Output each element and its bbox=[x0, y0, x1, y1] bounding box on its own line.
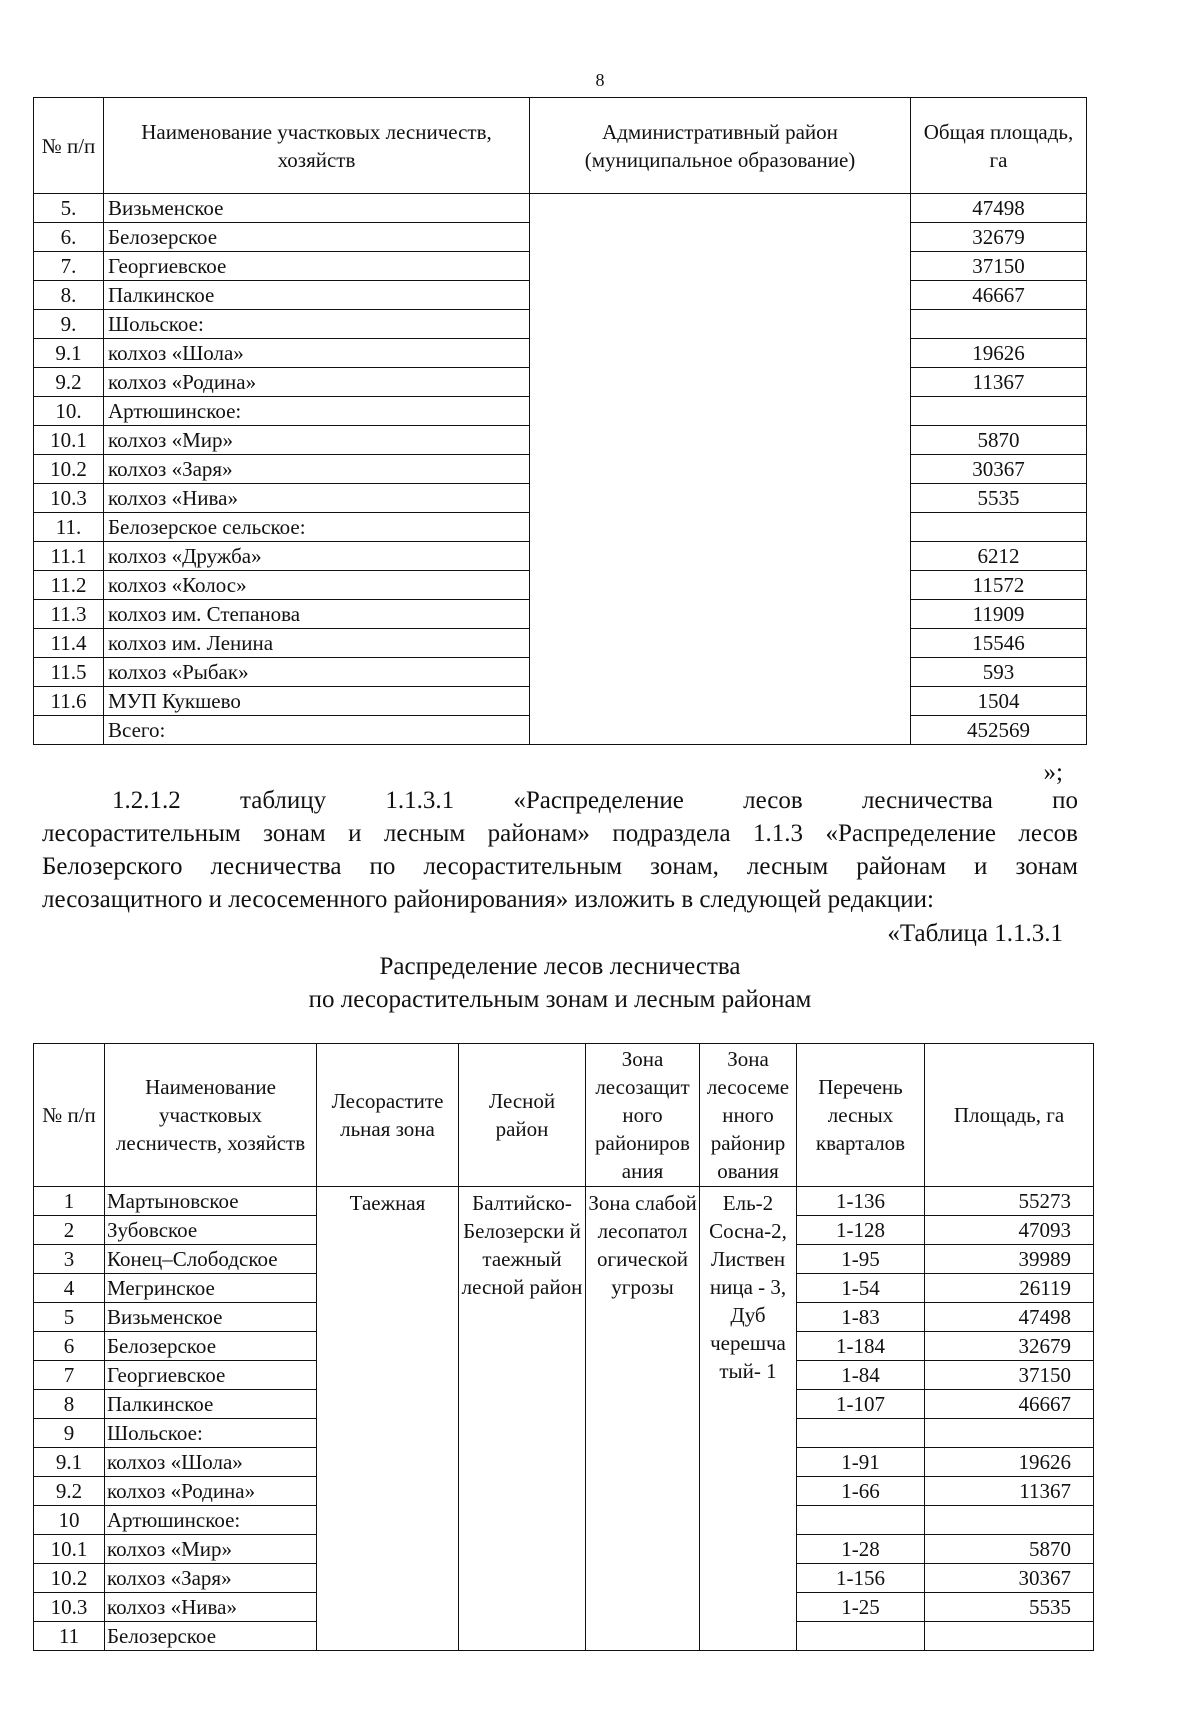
row-quarters: 1-184 bbox=[797, 1332, 925, 1361]
row-number: 8 bbox=[34, 1390, 105, 1419]
row-number: 11.6 bbox=[34, 687, 104, 716]
row-name: Зубовское bbox=[105, 1216, 317, 1245]
row-area: 30367 bbox=[911, 455, 1087, 484]
row-quarters: 1-136 bbox=[797, 1187, 925, 1216]
table-label: «Таблица 1.1.3.1 bbox=[887, 920, 1063, 947]
paragraph-line: лесорастительным зонам и лесным районам» подраздела 1.1.3 «Распределение лесов bbox=[42, 820, 1078, 847]
row-number: 9.2 bbox=[34, 1477, 105, 1506]
header-area: Площадь, га bbox=[925, 1044, 1094, 1187]
row-name: колхоз им. Степанова bbox=[104, 600, 530, 629]
row-quarters bbox=[797, 1622, 925, 1651]
row-name: Артюшинское: bbox=[104, 397, 530, 426]
total-num-cell bbox=[34, 716, 104, 745]
row-area bbox=[925, 1622, 1094, 1651]
row-number: 8. bbox=[34, 281, 104, 310]
page-number: 8 bbox=[595, 70, 605, 90]
row-number: 5 bbox=[34, 1303, 105, 1332]
table-row bbox=[34, 1187, 1094, 1216]
row-area: 47498 bbox=[911, 194, 1087, 223]
row-area: 11909 bbox=[911, 600, 1087, 629]
header-name: Наименование участковых лесничеств, хозяйств bbox=[104, 98, 530, 194]
header-district: Административный район (муниципальное образование) bbox=[530, 98, 911, 194]
row-name: колхоз «Мир» bbox=[105, 1535, 317, 1564]
header-area: Общая площадь, га bbox=[911, 98, 1087, 194]
seed-zone-cell: Ель-2 Сосна-2, Листвен ница - 3, Дуб черешча тый- 1 bbox=[700, 1187, 797, 1651]
row-area: 26119 bbox=[925, 1274, 1094, 1303]
row-area: 39989 bbox=[925, 1245, 1094, 1274]
row-name: колхоз «Мир» bbox=[104, 426, 530, 455]
row-quarters: 1-95 bbox=[797, 1245, 925, 1274]
row-name: Георгиевское bbox=[104, 252, 530, 281]
row-name: колхоз «Рыбак» bbox=[104, 658, 530, 687]
row-area: 1504 bbox=[911, 687, 1087, 716]
paragraph-line: лесозащитного и лесосеменного районирования» изложить в следующей редакции: bbox=[42, 886, 934, 913]
row-area: 5870 bbox=[911, 426, 1087, 455]
row-number: 10.2 bbox=[34, 1564, 105, 1593]
row-area bbox=[925, 1506, 1094, 1535]
row-name: Артюшинское: bbox=[105, 1506, 317, 1535]
row-number: 10.3 bbox=[34, 484, 104, 513]
row-area: 46667 bbox=[925, 1390, 1094, 1419]
row-area: 6212 bbox=[911, 542, 1087, 571]
row-number: 11.2 bbox=[34, 571, 104, 600]
row-area: 30367 bbox=[925, 1564, 1094, 1593]
row-name: Палкинское bbox=[105, 1390, 317, 1419]
row-area: 37150 bbox=[925, 1361, 1094, 1390]
row-name: колхоз «Нива» bbox=[104, 484, 530, 513]
row-area: 46667 bbox=[911, 281, 1087, 310]
table-caption bbox=[0, 950, 1120, 1016]
row-number: 7 bbox=[34, 1361, 105, 1390]
row-name: Визьменское bbox=[104, 194, 530, 223]
row-name: МУП Кукшево bbox=[104, 687, 530, 716]
row-name: колхоз «Дружба» bbox=[104, 542, 530, 571]
row-name: колхоз «Нива» bbox=[105, 1593, 317, 1622]
zone-cell: Таежная bbox=[317, 1187, 459, 1651]
forest-district-cell: Балтийско-Белозерски й таежный лесной район bbox=[459, 1187, 586, 1651]
row-name: Белозерское bbox=[105, 1622, 317, 1651]
table-header-row bbox=[34, 1044, 1094, 1187]
row-number: 10.3 bbox=[34, 1593, 105, 1622]
district-cell bbox=[530, 194, 911, 745]
paragraph-line: 1.2.1.2 таблицу 1.1.3.1 «Распределение лесов лесничества по bbox=[112, 787, 1078, 814]
row-number: 10 bbox=[34, 1506, 105, 1535]
row-name: Белозерское bbox=[104, 223, 530, 252]
total-area: 452569 bbox=[911, 716, 1087, 745]
table-forestry-areas bbox=[33, 97, 1087, 745]
row-area: 32679 bbox=[925, 1332, 1094, 1361]
row-number: 9. bbox=[34, 310, 104, 339]
row-name: Мартыновское bbox=[105, 1187, 317, 1216]
row-name: Георгиевское bbox=[105, 1361, 317, 1390]
row-name: колхоз «Родина» bbox=[104, 368, 530, 397]
table-row bbox=[34, 194, 1087, 223]
amendment-paragraph bbox=[42, 784, 1078, 916]
row-name: колхоз им. Ленина bbox=[104, 629, 530, 658]
row-area: 5535 bbox=[911, 484, 1087, 513]
row-area: 11367 bbox=[925, 1477, 1094, 1506]
row-number: 11.1 bbox=[34, 542, 104, 571]
protection-zone-cell: Зона слабой лесопатол огической угрозы bbox=[586, 1187, 700, 1651]
row-name: Визьменское bbox=[105, 1303, 317, 1332]
row-quarters: 1-83 bbox=[797, 1303, 925, 1332]
row-area: 55273 bbox=[925, 1187, 1094, 1216]
row-number: 2 bbox=[34, 1216, 105, 1245]
row-number: 11.3 bbox=[34, 600, 104, 629]
row-name: колхоз «Колос» bbox=[104, 571, 530, 600]
row-number: 11. bbox=[34, 513, 104, 542]
row-quarters: 1-66 bbox=[797, 1477, 925, 1506]
row-number: 11 bbox=[34, 1622, 105, 1651]
row-number: 1 bbox=[34, 1187, 105, 1216]
caption-line-1: Распределение лесов лесничества bbox=[379, 953, 741, 980]
row-number: 5. bbox=[34, 194, 104, 223]
row-name: колхоз «Заря» bbox=[105, 1564, 317, 1593]
row-number: 9.2 bbox=[34, 368, 104, 397]
header-name: Наименование участковых лесничеств, хозяйств bbox=[105, 1044, 317, 1187]
row-number: 3 bbox=[34, 1245, 105, 1274]
row-area bbox=[911, 310, 1087, 339]
row-name: Шольское: bbox=[105, 1419, 317, 1448]
row-name: колхоз «Шола» bbox=[105, 1448, 317, 1477]
row-area: 32679 bbox=[911, 223, 1087, 252]
row-name: Белозерское bbox=[105, 1332, 317, 1361]
row-quarters bbox=[797, 1506, 925, 1535]
caption-line-2: по лесорастительным зонам и лесным районам bbox=[308, 986, 812, 1013]
row-area: 37150 bbox=[911, 252, 1087, 281]
row-name: колхоз «Родина» bbox=[105, 1477, 317, 1506]
row-area bbox=[911, 513, 1087, 542]
row-name: Мегринское bbox=[105, 1274, 317, 1303]
row-area: 11572 bbox=[911, 571, 1087, 600]
header-zone: Лесорастите льная зона bbox=[317, 1044, 459, 1187]
row-quarters: 1-107 bbox=[797, 1390, 925, 1419]
table-body bbox=[34, 194, 1087, 745]
row-area: 47093 bbox=[925, 1216, 1094, 1245]
header-seed-zone: Зона лесосеме нного районир ования bbox=[700, 1044, 797, 1187]
row-number: 11.4 bbox=[34, 629, 104, 658]
row-number: 10. bbox=[34, 397, 104, 426]
row-name: Конец–Слободское bbox=[105, 1245, 317, 1274]
row-name: колхоз «Заря» bbox=[104, 455, 530, 484]
row-name: колхоз «Шола» bbox=[104, 339, 530, 368]
header-num: № п/п bbox=[34, 98, 104, 194]
row-name: Белозерское сельское: bbox=[104, 513, 530, 542]
row-name: Шольское: bbox=[104, 310, 530, 339]
header-num: № п/п bbox=[34, 1044, 105, 1187]
row-area bbox=[911, 397, 1087, 426]
row-number: 9.1 bbox=[34, 1448, 105, 1477]
row-number: 9.1 bbox=[34, 339, 104, 368]
row-number: 6 bbox=[34, 1332, 105, 1361]
header-protection-zone: Зона лесозащит ного райониров ания bbox=[586, 1044, 700, 1187]
row-area bbox=[925, 1419, 1094, 1448]
closing-quote: »; bbox=[1043, 759, 1063, 786]
row-area: 11367 bbox=[911, 368, 1087, 397]
row-quarters: 1-54 bbox=[797, 1274, 925, 1303]
row-number: 4 bbox=[34, 1274, 105, 1303]
row-quarters: 1-84 bbox=[797, 1361, 925, 1390]
row-number: 6. bbox=[34, 223, 104, 252]
table-body bbox=[34, 1187, 1094, 1651]
row-area: 5870 bbox=[925, 1535, 1094, 1564]
row-number: 10.1 bbox=[34, 426, 104, 455]
row-area: 5535 bbox=[925, 1593, 1094, 1622]
total-label: Всего: bbox=[104, 716, 530, 745]
row-area: 19626 bbox=[911, 339, 1087, 368]
row-quarters: 1-28 bbox=[797, 1535, 925, 1564]
header-forest-district: Лесной район bbox=[459, 1044, 586, 1187]
row-number: 10.1 bbox=[34, 1535, 105, 1564]
header-quarters: Перечень лесных кварталов bbox=[797, 1044, 925, 1187]
table-forest-zones bbox=[33, 1043, 1094, 1651]
row-name: Палкинское bbox=[104, 281, 530, 310]
paragraph-line: Белозерского лесничества по лесорастительным зонам, лесным районам и зонам bbox=[42, 853, 1078, 880]
row-quarters: 1-25 bbox=[797, 1593, 925, 1622]
row-number: 9 bbox=[34, 1419, 105, 1448]
row-quarters: 1-128 bbox=[797, 1216, 925, 1245]
row-area: 47498 bbox=[925, 1303, 1094, 1332]
row-area: 19626 bbox=[925, 1448, 1094, 1477]
table-header-row bbox=[34, 98, 1087, 194]
row-area: 15546 bbox=[911, 629, 1087, 658]
row-quarters: 1-91 bbox=[797, 1448, 925, 1477]
row-quarters: 1-156 bbox=[797, 1564, 925, 1593]
row-area: 593 bbox=[911, 658, 1087, 687]
row-quarters bbox=[797, 1419, 925, 1448]
row-number: 11.5 bbox=[34, 658, 104, 687]
row-number: 10.2 bbox=[34, 455, 104, 484]
row-number: 7. bbox=[34, 252, 104, 281]
